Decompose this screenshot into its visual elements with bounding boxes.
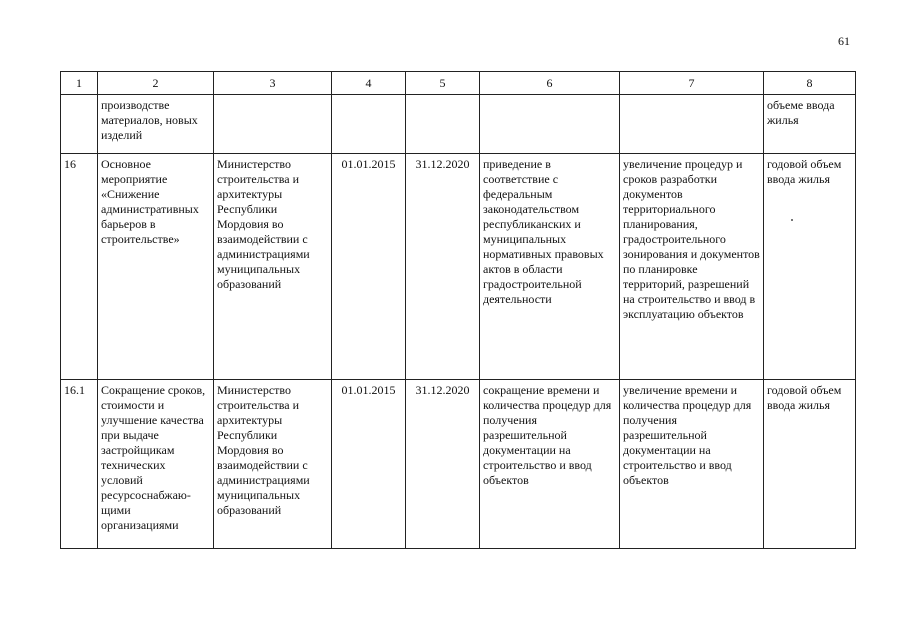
indicator-cell: годовой объем ввода жилья xyxy=(764,154,856,380)
table-header-row xyxy=(61,72,856,95)
start-date-cell: 01.01.2015 xyxy=(332,380,406,549)
table-row xyxy=(61,380,856,549)
end-date-cell: 31.12.2020 xyxy=(406,380,480,549)
indicator-cell: объеме ввода жилья xyxy=(764,95,856,154)
row-number-cell: 16.1 xyxy=(61,380,98,549)
end-date-cell xyxy=(406,95,480,154)
column-header: 6 xyxy=(480,72,620,95)
column-header: 7 xyxy=(620,72,764,95)
table-row xyxy=(61,154,856,380)
program-table xyxy=(60,71,856,549)
table-row xyxy=(61,95,856,154)
page-number: 61 xyxy=(838,34,850,48)
row-number-cell xyxy=(61,95,98,154)
executor-cell: Министерство строительства и архитектуры Республики Мордовия во взаимодействии с администрациями муниципальных образований xyxy=(214,154,332,380)
column-header: 1 xyxy=(61,72,98,95)
consequence-cell: увеличение процедур и сроков разработки документов территориального планирования, градостроительного зонирования и документов по планировке территорий, разрешений на строительство и ввод в эксплуатацию объектов xyxy=(620,154,764,380)
measure-name-cell: производстве материалов, новых изделий xyxy=(98,95,214,154)
consequence-cell xyxy=(620,95,764,154)
consequence-cell: увеличение времени и количества процедур для получения разрешительной документации на строительство и ввод объектов xyxy=(620,380,764,549)
column-header: 8 xyxy=(764,72,856,95)
column-header: 3 xyxy=(214,72,332,95)
executor-cell xyxy=(214,95,332,154)
column-header: 4 xyxy=(332,72,406,95)
executor-cell: Министерство строительства и архитектуры Республики Мордовия во взаимодействии с администрациями муниципальных образований xyxy=(214,380,332,549)
column-header: 2 xyxy=(98,72,214,95)
expected-result-cell: сокращение времени и количества процедур для получения разрешительной документации на строительство и ввод объектов xyxy=(480,380,620,549)
expected-result-cell xyxy=(480,95,620,154)
indicator-cell: годовой объем ввода жилья xyxy=(764,380,856,549)
row-number-cell: 16 xyxy=(61,154,98,380)
column-header: 5 xyxy=(406,72,480,95)
expected-result-cell: приведение в соответствие с федеральным законодательством республиканских и муниципальных нормативных правовых актов в области градостроительной деятельности xyxy=(480,154,620,380)
start-date-cell xyxy=(332,95,406,154)
measure-name-cell: Основное мероприятие «Снижение административных барьеров в строительстве» xyxy=(98,154,214,380)
end-date-cell: 31.12.2020 xyxy=(406,154,480,380)
scan-speck xyxy=(791,219,793,221)
start-date-cell: 01.01.2015 xyxy=(332,154,406,380)
measure-name-cell: Сокращение сроков, стоимости и улучшение качества при выдаче застройщикам технических условий ресурсоснабжаю-щими организациями xyxy=(98,380,214,549)
